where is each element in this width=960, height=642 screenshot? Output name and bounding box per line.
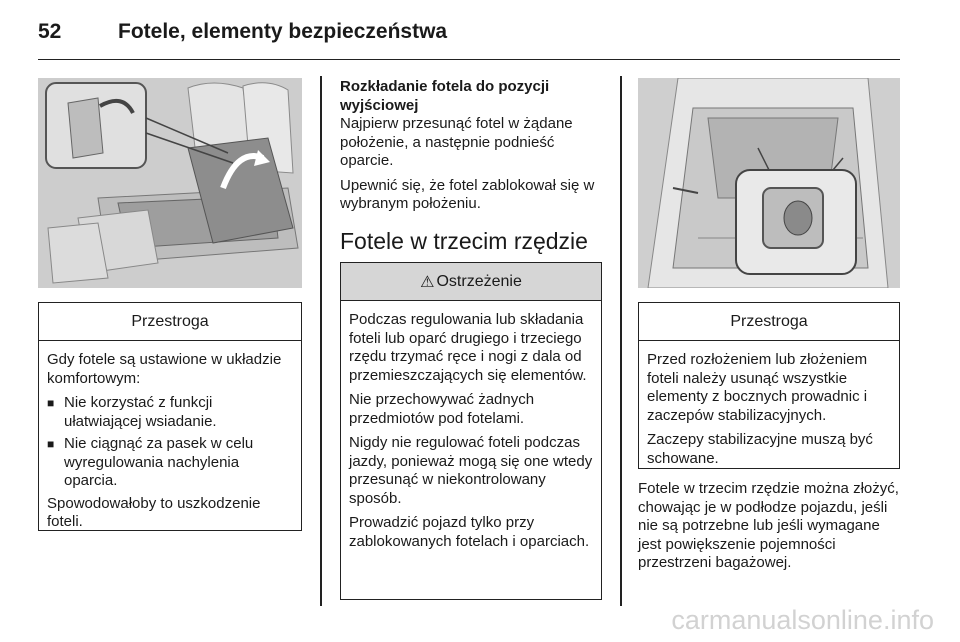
column-divider-1 (320, 76, 322, 606)
caution-box-body (39, 341, 301, 544)
caution-box-title: Przestroga (39, 303, 301, 341)
caution-paragraph: Przed rozłożeniem lub złożeniem foteli należy usunąć wszystkie elementy z bocznych prowadnic i zaczepów stabilizacyjnych. (647, 351, 868, 424)
seat-illustration-svg (38, 78, 302, 288)
caution-box-left (38, 302, 302, 531)
page-header (38, 14, 900, 60)
warning-triangle-icon: ⚠ (420, 273, 435, 291)
page-title: Fotele, elementy bezpieczeństwa (118, 20, 448, 43)
bullet-square-icon: ■ (47, 396, 55, 410)
caution-bullet (47, 435, 293, 491)
warning-paragraph: Podczas regulowania lub składania foteli lub oparć drugiego i trzeciego rzędu trzymać ręce i nogi z dala od przemieszczających się elementów. (349, 311, 587, 384)
warning-paragraph: Nie przechowywać żadnych przedmiotów pod fotelami. (349, 391, 535, 427)
caution-box-title: Przestroga (639, 303, 899, 341)
bullet-square-icon: ■ (47, 437, 55, 451)
warning-paragraph: Prowadzić pojazd tylko przy zablokowanych fotelach i oparciach. (349, 514, 590, 550)
caution-paragraph: Zaczepy stabilizacyjne muszą być schowane. (647, 431, 873, 467)
unfold-paragraph-2: Upewnić się, że fotel zablokował się w wybranym położeniu. (340, 176, 595, 212)
caution-bullet-text: Nie ciągnąć za pasek w celu wyregulowania nachylenia oparcia. (64, 435, 254, 489)
warning-paragraph: Nigdy nie regulować foteli podczas jazdy, ponieważ mogą się one wtedy przesunąć w niekontrolowany sposób. (349, 434, 593, 507)
caution-box-body (639, 341, 899, 480)
warning-box-header (341, 263, 601, 301)
section-title-third-row: Fotele w trzecim rzędzie (340, 228, 588, 254)
unfold-paragraph-1: Najpierw przesunąć fotel w żądane położenie, a następnie podnieść oparcie. (340, 115, 573, 169)
seat-folding-illustration (38, 78, 302, 288)
trunk-rail-illustration (638, 78, 900, 288)
trunk-illustration-svg (638, 78, 900, 288)
caution-bullet-text: Nie korzystać z funkcji ułatwiającej wsiadanie. (64, 394, 217, 430)
warning-box (340, 262, 602, 600)
caution-box-right (638, 302, 900, 469)
column-divider-2 (620, 76, 622, 606)
middle-column-text (340, 78, 602, 220)
subheading-unfold-seat: Rozkładanie fotela do pozycji wyjściowej (340, 78, 550, 114)
warning-box-title: Ostrzeżenie (436, 272, 522, 290)
caution-bullet (47, 394, 293, 431)
caution-outro: Spowodowałoby to uszkodzenie foteli. (47, 494, 261, 530)
third-row-fold-paragraph: Fotele w trzecim rzędzie można złożyć, chowając je w podłodze pojazdu, jeśli nie są potrzebne lub jeśli wymagane jest powiększenie pojemności przestrzeni bagażowej. (638, 480, 899, 571)
watermark: carmanualsonline.info (671, 605, 934, 635)
page-number: 52 (38, 20, 62, 43)
caution-intro: Gdy fotele są ustawione w układzie komfortowym: (47, 351, 282, 387)
warning-box-body (341, 301, 601, 563)
